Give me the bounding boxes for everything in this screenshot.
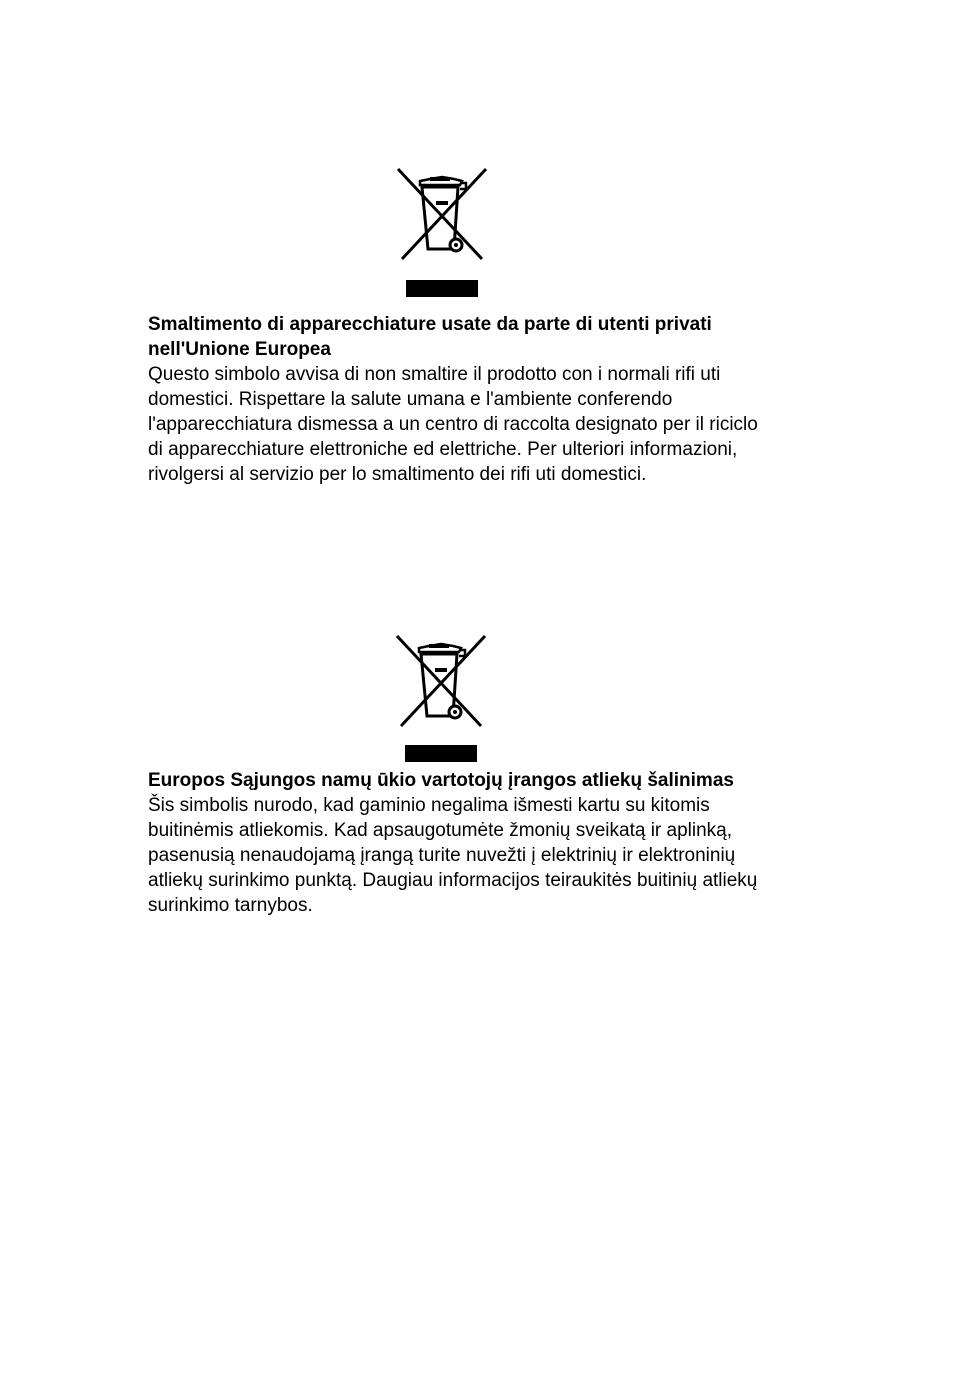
weee-symbol-it: [394, 165, 490, 299]
notice-title: Europos Sąjungos namų ūkio vartotojų įrangos atliekų šalinimas: [148, 770, 734, 791]
weee-symbol-lt: [393, 632, 489, 766]
disposal-notice-italian: [148, 312, 768, 487]
disposal-notice-lithuanian: [148, 768, 758, 918]
crossed-out-wheelie-bin-icon: [393, 632, 489, 766]
notice-title: Smaltimento di apparecchiature usate da parte di utenti privati nell'Unione Europea: [148, 314, 712, 360]
notice-body: Šis simbolis nurodo, kad gaminio negalima išmesti kartu su kitomis buitinėmis atliekomis. Kad apsaugotumėte žmonių sveikatą ir aplinką, pasenusią nenaudojamą įrangą turite nuvežti į elektrinių ir elektroninių atliekų surinkimo punktą. Daugiau informacijos teiraukitės buitinių atliekų surinkimo tarnybos.: [148, 795, 758, 916]
crossed-out-wheelie-bin-icon: [394, 165, 490, 299]
notice-body: Questo simbolo avvisa di non smaltire il prodotto con i normali rifi uti domestici. Rispettare la salute umana e l'ambiente conferendo l'apparecchiatura dismessa a un centro di raccolta designato per il riciclo di apparecchiature elettroniche ed elettriche. Per ulteriori informazioni, rivolgersi al servizio per lo smaltimento dei rifi uti domestici.: [148, 364, 758, 485]
